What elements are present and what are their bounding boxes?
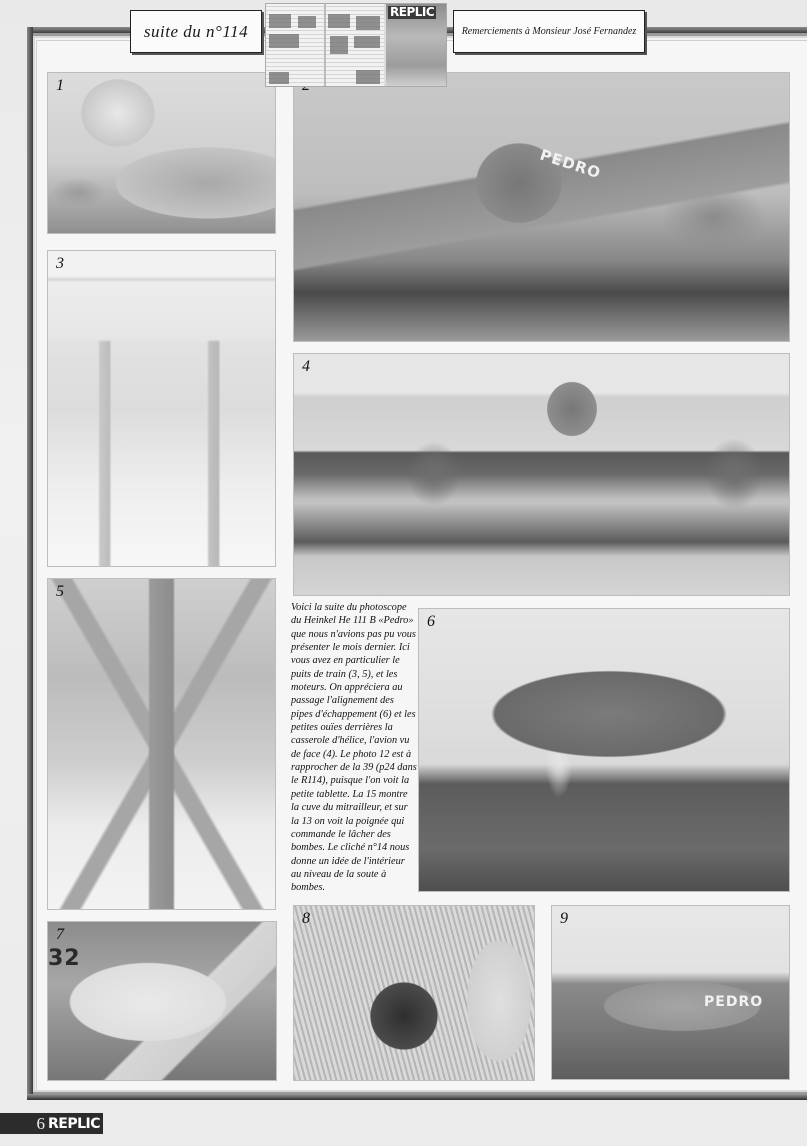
photo-number: 5 (56, 583, 64, 600)
photo-5 (47, 578, 276, 910)
photo-number: 4 (302, 358, 310, 375)
photo-number: 6 (427, 613, 435, 630)
photo-caption: Voici la suite du photoscope du Heinkel He 111 B «Pedro» que nous n'avions pas pu vous présenter le mois dernier. Ici vous avez en particulier le puits de train (3, 5), et les moteurs. On appréciera au passage l'alignement des pipes d'échappement (6) et les petites ouïes derrières la casserole d'hélice, l'avion vu de face (4). Le photo 12 est à rapprocher de la 39 (p24 dans le R114), puisque l'on voit la petite tablette. La 15 montre la cuve du mitrailleur, et sur la 13 on voit la poignée qui commande le lâcher des bombes. Le cliché n°14 nous donne un idée de l'intérieur au niveau de la soute à bombes. (291, 602, 417, 894)
page-footer-tab (0, 1113, 103, 1134)
aircraft-marking: PEDRO (704, 994, 764, 1010)
photo-number: 7 (56, 926, 64, 943)
magazine-spread-image (266, 4, 384, 86)
frame-bottom-rule (27, 1094, 807, 1100)
page-number: 6 (36, 1113, 45, 1133)
continuation-header (130, 10, 262, 53)
thanks-label: Remerciements à Monsieur José Fernandez (461, 26, 637, 37)
photo-2 (293, 72, 790, 342)
magazine-cover-image (386, 4, 446, 86)
photo-number: 1 (56, 77, 64, 94)
photo-1 (47, 72, 276, 234)
aircraft-marking: PEDRO (537, 145, 604, 183)
photo-3 (47, 250, 276, 567)
photo-number: 9 (560, 910, 568, 927)
aircraft-marking: 32 (48, 946, 81, 971)
magazine-logo: REPLIC (47, 1115, 100, 1132)
photo-9 (551, 905, 790, 1080)
photo-7 (47, 921, 277, 1081)
photo-6 (418, 608, 790, 892)
thanks-header (453, 10, 645, 53)
photo-4 (293, 353, 790, 596)
continuation-label: suite du n°114 (143, 21, 249, 41)
photo-8 (293, 905, 535, 1081)
magazine-thumbnail (265, 3, 447, 87)
frame-left-rule (27, 27, 33, 1100)
photo-number: 3 (56, 255, 64, 272)
photo-number: 8 (302, 910, 310, 927)
magazine-cover-title: REPLIC (390, 5, 435, 19)
